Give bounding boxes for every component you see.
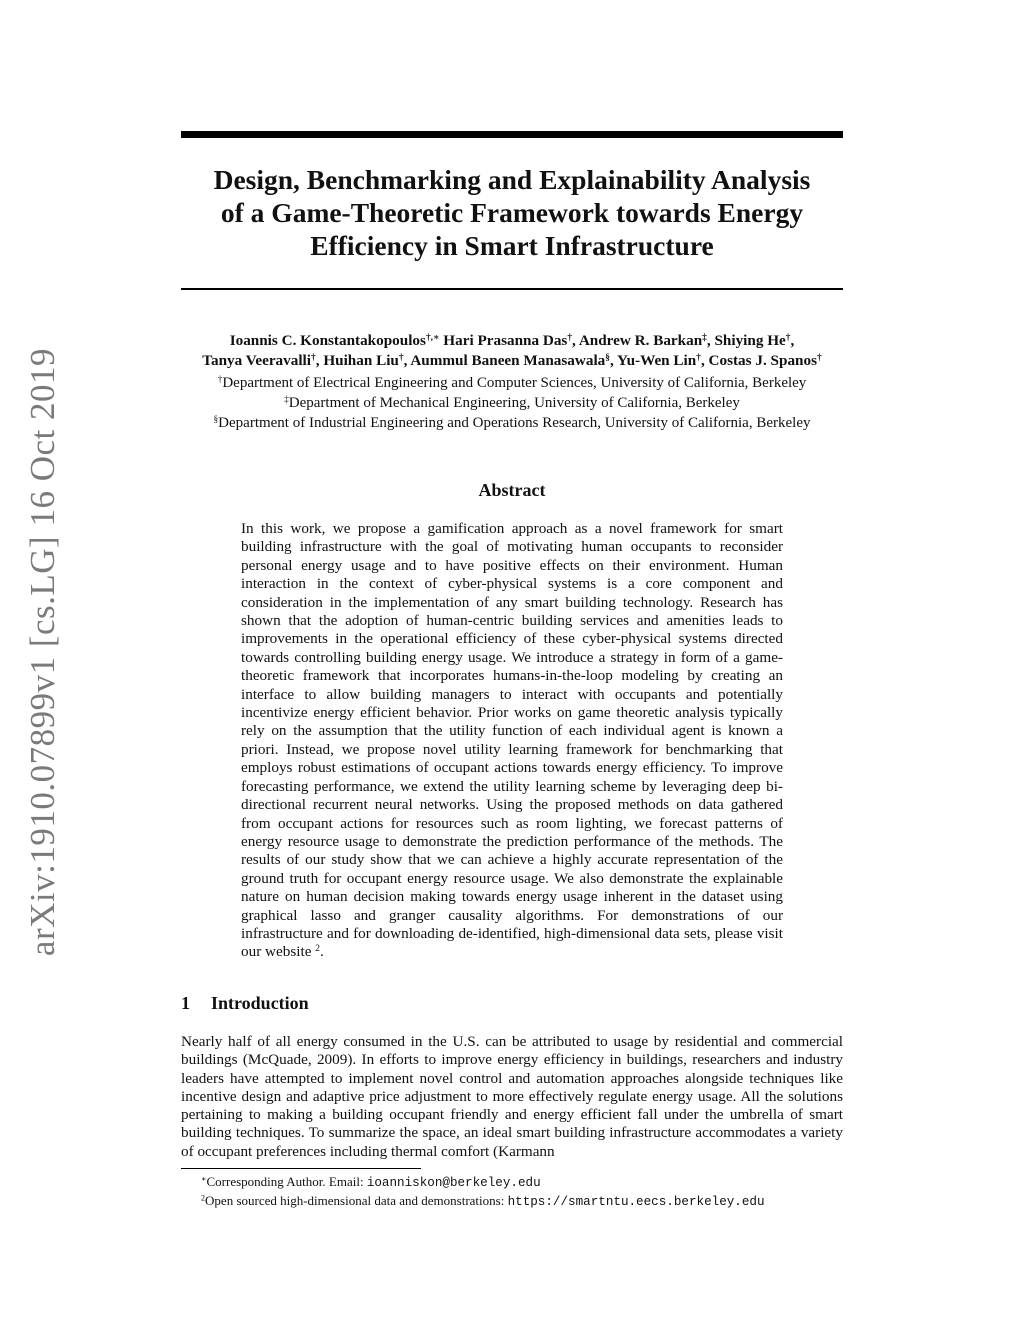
section-heading-introduction	[181, 992, 309, 1014]
author-name: Ioannis C. Konstantakopoulos	[229, 332, 426, 349]
paper-title	[181, 163, 843, 262]
author-name: Huihan Liu	[323, 352, 399, 369]
author-line-2: Tanya Veeravalli†, Huihan Liu†, Aummul Baneen Manasawala§, Yu-Wen Lin†, Costas J. Spanos†	[202, 352, 822, 369]
footnote: ∗Corresponding Author. Email: ioanniskon@berkeley.edu	[201, 1174, 541, 1190]
author-name: Aummul Baneen Manasawala	[410, 352, 606, 369]
author-line-1: Ioannis C. Konstantakopoulos†,∗ Hari Prasanna Das†, Andrew R. Barkan‡, Shiying He†,	[229, 332, 795, 349]
title-bottom-rule	[181, 288, 843, 290]
footnote-reference: 2	[315, 944, 320, 955]
author-name: Yu-Wen Lin	[617, 352, 697, 369]
affiliation-list	[150, 373, 874, 433]
footnote: $^2$Open sourced high-dimensional data and demonstrations: https://smartntu.eecs.berkeley.edu	[201, 1193, 765, 1209]
website-link[interactable]: https://smartntu.eecs.berkeley.edu	[507, 1195, 765, 1209]
affiliation: §Department of Industrial Engineering and Operations Research, University of California, Berkeley	[213, 414, 811, 431]
author-affiliation-mark: †	[817, 352, 822, 363]
title-line: Design, Benchmarking and Explainability Analysis	[213, 164, 811, 195]
title-line: Efficiency in Smart Infrastructure	[310, 230, 714, 261]
author-affiliation-mark: †	[785, 332, 791, 343]
affiliation: ‡Department of Mechanical Engineering, University of California, Berkeley	[284, 394, 740, 411]
author-affiliation-mark: ‡	[702, 332, 707, 343]
author-name: Hari Prasanna Das	[443, 332, 568, 349]
introduction-paragraph: Nearly half of all energy consumed in the U.S. can be attributed to usage by residential and commercial buildings (McQuade, 2009). In efforts to improve energy efficiency in buildings, researchers and industry leaders have attempted to implement novel control and automation approaches alongside techniques like incentive design and adaptive price adjustment to more effectively regulate energy usage. All the solutions pertaining to making a building occupant friendly and energy efficient fall under the umbrella of smart building techniques. To summarize the space, an ideal smart building infrastructure accommodates a variety of occupant preferences including thermal comfort (Karmann	[181, 1033, 843, 1160]
arxiv-identifier-stamp	[20, 347, 66, 957]
section-number: 1	[181, 993, 190, 1013]
author-affiliation-mark: †,∗	[425, 332, 440, 343]
email-link[interactable]: ioanniskon@berkeley.edu	[366, 1176, 541, 1190]
abstract-heading: Abstract	[478, 480, 546, 500]
section-title: Introduction	[211, 993, 309, 1013]
author-name: Costas J. Spanos	[708, 352, 817, 369]
author-affiliation-mark: †	[398, 352, 404, 363]
author-affiliation-mark: †	[696, 352, 701, 363]
author-name: Shiying He	[714, 332, 786, 349]
title-top-rule	[181, 131, 843, 138]
author-name: Andrew R. Barkan	[578, 332, 703, 349]
footnotes	[201, 1173, 861, 1211]
author-name: Tanya Veeravalli	[202, 352, 312, 369]
author-affiliation-mark: †	[567, 332, 573, 343]
arxiv-identifier-text: arXiv:1910.07899v1 [cs.LG] 16 Oct 2019	[23, 347, 62, 957]
abstract-text: In this work, we propose a gamification approach as a novel framework for smart building infrastructure with the goal of motivating human occupants to reconsider personal energy usage and to have positive effects on their environment. Human interaction in the context of cyber-physical systems is a core component and consideration in the implementation of any smart building technology. Research has shown that the adoption of human-centric building services and amenities leads to improvements in the operational efficiency of these cyber-physical systems directed towards controlling building energy usage. We introduce a strategy in form of a game-theoretic framework that incorporates humans-in-the-loop modeling by creating an interface to allow building managers to interact with occupants and potentially incentivize energy efficient behavior. Prior works on game theoretic analysis typically rely on the assumption that the utility function of each individual agent is known a priori. Instead, we propose novel utility learning framework for benchmarking that employs robust estimations of occupant actions towards energy efficiency. To improve forecasting performance, we extend the utility learning scheme by leveraging deep bi-directional recurrent neural networks. Using the proposed methods on data gathered from occupant actions for resources such as room lighting, we forecast patterns of energy resource usage to demonstrate the prediction performance of the methods. The results of our study show that we can achieve a highly accurate representation of the ground truth for occupant energy resource usage. We also demonstrate the explainable nature on human decision making towards energy usage inherent in the dataset using graphical lasso and granger causality algorithms. For demonstrations of our infrastructure and for downloading de-identified, high-dimensional data sets, please visit our website	[241, 520, 783, 961]
abstract-paragraph: In this work, we propose a gamification approach as a novel framework for smart building infrastructure with the goal of motivating human occupants to reconsider personal energy usage and to have positive effects on their environment. Human interaction in the context of cyber-physical systems is a core component and consideration in the implementation of any smart building technology. Research has shown that the adoption of human-centric building services and amenities leads to improvements in the operational efficiency of these cyber-physical systems directed towards controlling building energy usage. We introduce a strategy in form of a game-theoretic framework that incorporates humans-in-the-loop modeling by creating an interface to allow building managers to interact with occupants and potentially incentivize energy efficient behavior. Prior works on game theoretic analysis typically rely on the assumption that the utility function of each individual agent is known a priori. Instead, we propose novel utility learning framework for benchmarking that employs robust estimations of occupant actions towards energy efficiency. To improve forecasting performance, we extend the utility learning scheme by leveraging deep bi-directional recurrent neural networks. Using the proposed methods on data gathered from occupant actions for resources such as room lighting, we forecast patterns of energy resource usage to demonstrate the prediction performance of the methods. The results of our study show that we can achieve a highly accurate representation of the ground truth for occupant energy resource usage. We also demonstrate the explainable nature on human decision making towards energy usage inherent in the dataset using graphical lasso and granger causality algorithms. For demonstrations of our infrastructure and for downloading de-identified, high-dimensional data sets, please visit our website $^2$.	[241, 520, 783, 961]
title-line: of a Game-Theoretic Framework towards Energy	[220, 197, 804, 228]
affiliation: †Department of Electrical Engineering and Computer Sciences, University of California, Berkeley	[217, 374, 807, 391]
author-affiliation-mark: †	[311, 352, 316, 363]
footnote-separator	[181, 1168, 421, 1169]
author-list	[150, 331, 874, 371]
author-affiliation-mark: §	[605, 352, 610, 363]
